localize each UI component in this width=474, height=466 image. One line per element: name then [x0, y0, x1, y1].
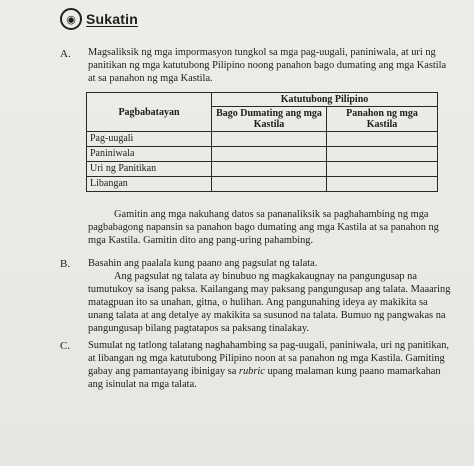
- item-letter-a: A.: [60, 48, 71, 60]
- answer-cell[interactable]: [212, 132, 327, 147]
- section-title: Sukatin: [86, 11, 138, 27]
- katutubong-pilipino-table: [86, 92, 438, 192]
- item-letter-b: B.: [60, 258, 71, 270]
- instruction-c: [88, 339, 452, 391]
- table-row: [87, 132, 438, 147]
- header-panahon-kastila: Panahon ng mga Kastila: [327, 107, 438, 132]
- instruction-b-intro: Basahin ang paalala kung paano ang pagsulat ng talata.: [88, 258, 318, 269]
- table-row: [87, 177, 438, 192]
- instruction-c-text-before: Sumulat ng tatlong talatang naghahambing sa pag-uugali, paniniwala, uri ng panitikan, at libangan ng mga katutubong Pilipino noon at sa panahon ng mga Kastila. Gamiting gabay ang pamantayang ibinigay sa: [88, 340, 449, 377]
- answer-cell[interactable]: [212, 147, 327, 162]
- answer-cell[interactable]: [327, 177, 438, 192]
- row-label: Paniniwala: [87, 147, 212, 162]
- section-header: [60, 6, 138, 32]
- instruction-b: [88, 257, 452, 335]
- header-bago-dumating: Bago Dumating ang mga Kastila: [212, 107, 327, 132]
- instruction-c-text-after: upang malaman kung paano mamarkahan ang isinulat na mga talata.: [88, 366, 441, 390]
- rubric-term: rubric: [238, 366, 265, 377]
- item-letter-c: C.: [60, 340, 71, 352]
- header-pagbabatayan: Pagbabatayan: [87, 93, 212, 132]
- answer-cell[interactable]: [327, 132, 438, 147]
- instruction-a: [88, 46, 452, 85]
- instruction-c-text: [88, 339, 452, 391]
- instruction-b-body: Ang pagsulat ng talata ay binubuo ng magkakaugnay na pangungusap na tumutukoy sa isang paksa. Kailangang may paksang pangungusap ang talata. Maaaring matagpuan ito sa unahan, gitna, o hulihan. Ang pangunahing ideya ay makikita sa unang talata at ang detalye ay makikita sa susunod na talata. Bumuo ng pangwakas na pangungusap bilang pagtatapos sa paksang tinalakay.: [88, 271, 451, 334]
- row-label: Uri ng Panitikan: [87, 162, 212, 177]
- header-katutubong-pilipino: Katutubong Pilipino: [212, 93, 438, 107]
- instruction-a-text: Magsaliksik ng mga impormasyon tungkol sa mga pag-uugali, paniniwala, at uri ng panitikan ng mga katutubong Pilipino noong panahon bago dumating ang mga Kastila at sa panahon ng mga Kastila.: [88, 47, 447, 84]
- followup-a: [88, 208, 452, 247]
- followup-a-text: Gamitin ang mga nakuhang datos sa pananaliksik sa paghahambing ng mga pagbabagong napansin sa panahon bago dumating ang mga Kastila at sa panahon ng mga Kastila. Gamitin dito ang pang-uring pahambing.: [88, 209, 439, 246]
- answer-cell[interactable]: [327, 147, 438, 162]
- answer-cell[interactable]: [212, 162, 327, 177]
- table-row: [87, 147, 438, 162]
- table-row: [87, 162, 438, 177]
- answer-cell[interactable]: [327, 162, 438, 177]
- row-label: Pag-uugali: [87, 132, 212, 147]
- row-label: Libangan: [87, 177, 212, 192]
- answer-cell[interactable]: [212, 177, 327, 192]
- brain-head-icon: ◉: [60, 8, 82, 30]
